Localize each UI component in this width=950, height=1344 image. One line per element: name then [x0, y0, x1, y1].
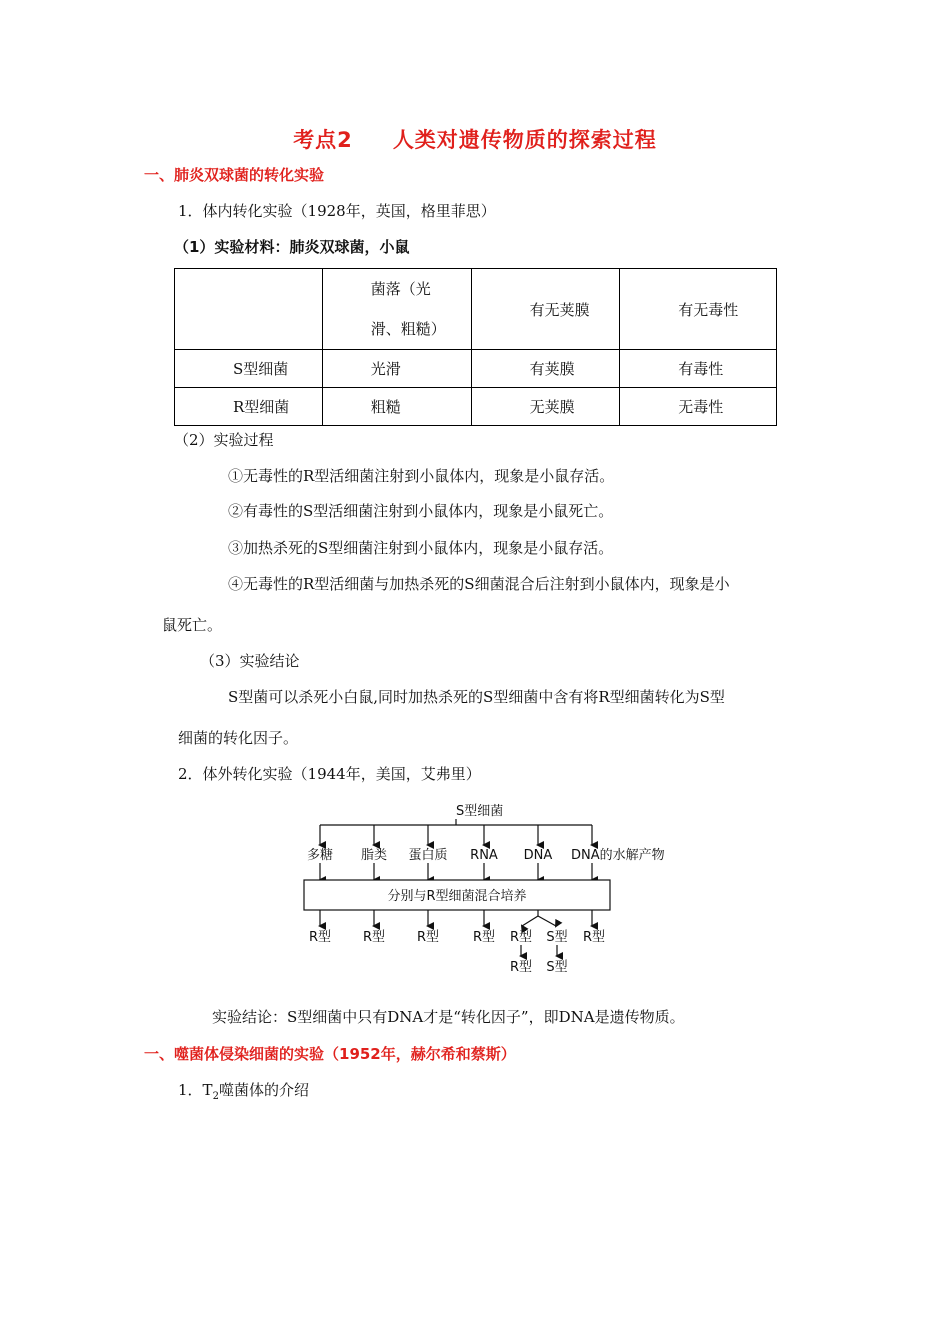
result-label: R型 [472, 930, 496, 945]
arrow [522, 916, 538, 926]
table-cell: 有毒性 [620, 350, 777, 388]
result-label: R型 [416, 930, 440, 945]
result-label: S型 [546, 930, 568, 945]
conclusion-heading: （3）实验结论 [200, 652, 300, 670]
process-step: ②有毒性的S型活细菌注射到小鼠体内，现象是小鼠死亡。 [228, 502, 614, 520]
table-header-row [175, 269, 777, 350]
culture-box-label: 分别与R型细菌混合培养 [387, 889, 527, 904]
phage-intro-item: 1．$T_2$噬菌体的介绍 [178, 1081, 309, 1102]
table-header-cell: 有无毒性 [620, 269, 777, 350]
section-heading-transformation: 一、肺炎双球菌的转化实验 [144, 166, 325, 184]
table-cell: 有荚膜 [471, 350, 620, 388]
table-cell: 粗糙 [322, 388, 471, 426]
conclusion-text: S型菌可以杀死小白鼠,同时加热杀死的S型细菌中含有将R型细菌转化为S型 [228, 688, 725, 706]
result-label: R型 [582, 930, 606, 945]
arrow [538, 916, 556, 926]
component-label: 蛋白质 [408, 848, 448, 863]
result-label: R型 [509, 930, 533, 945]
table-header-cell: 有无荚膜 [471, 269, 620, 350]
bacteria-properties-table [174, 268, 777, 426]
table-cell: 无荚膜 [471, 388, 620, 426]
sub-result-label: R型 [509, 960, 533, 975]
exp1-materials: （1）实验材料：肺炎双球菌，小鼠 [174, 238, 410, 256]
component-label: 多糖 [306, 848, 334, 863]
section-heading-phage: 一、噬菌体侵染细菌的实验（1952年，赫尔希和蔡斯） [144, 1045, 516, 1063]
sub-result-label: S型 [546, 960, 568, 975]
avery-experiment-diagram [290, 800, 710, 980]
process-step: ①无毒性的R型活细菌注射到小鼠体内，现象是小鼠存活。 [228, 467, 615, 485]
process-step: ④无毒性的R型活细菌与加热杀死的S细菌混合后注射到小鼠体内，现象是小 [228, 575, 730, 593]
table-header-cell: 菌落（光滑、粗糙） [322, 269, 471, 350]
conclusion-text-continued: 细菌的转化因子。 [178, 729, 299, 747]
diagram-top-label: S型细菌 [456, 804, 504, 819]
exp1-heading: 1．体内转化实验（1928年，英国，格里菲思） [178, 202, 496, 220]
table-cell: S型细菌 [175, 350, 323, 388]
exp2-conclusion: 实验结论：S型细菌中只有DNA才是“转化因子”，即DNA是遗传物质。 [212, 1008, 685, 1026]
page-title: 考点2 人类对遗传物质的探索过程 [293, 128, 657, 152]
component-label: RNA [470, 848, 498, 863]
table-header-cell [175, 269, 323, 350]
exp2-heading: 2．体外转化实验（1944年，美国，艾弗里） [178, 765, 481, 783]
table-cell: 无毒性 [620, 388, 777, 426]
process-step: ③加热杀死的S型细菌注射到小鼠体内，现象是小鼠存活。 [228, 539, 614, 557]
table-cell: 光滑 [322, 350, 471, 388]
component-label: DNA的水解产物 [571, 848, 665, 863]
result-label: R型 [308, 930, 332, 945]
component-label: 脂类 [360, 848, 388, 863]
table-row [175, 350, 777, 388]
process-heading: （2）实验过程 [174, 431, 274, 449]
table-row [175, 388, 777, 426]
component-label: DNA [523, 848, 553, 863]
table-cell: R型细菌 [175, 388, 323, 426]
process-step-continued: 鼠死亡。 [162, 616, 223, 634]
result-label: R型 [362, 930, 386, 945]
